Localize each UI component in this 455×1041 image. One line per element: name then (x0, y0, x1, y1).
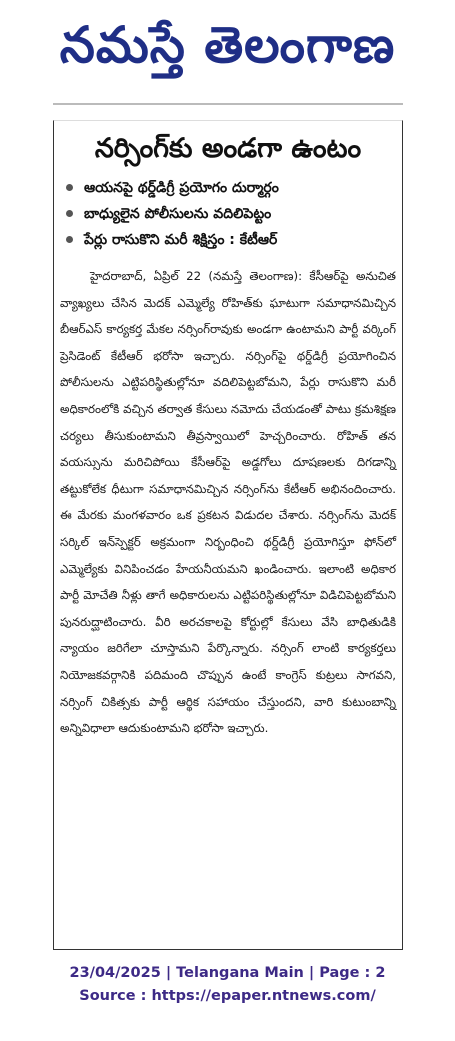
article-body: హైదరాబాద్, ఏప్రిల్ 22 (నమస్తే తెలంగాణ): కేసీఆర్‌పై అనుచిత వ్యాఖ్యలు చేసిన మెదక్ ఎమ్మెల్యే రోహిత్‌కు ఘాటుగా సమాధానమిచ్చిన బీఆర్‌ఎస్ కార్యకర్త మేకల నర్సింగ్‌రావుకు అండగా ఉంటామని పార్టీ వర్కింగ్ ప్రెసిడెంట్ కేటీఆర్ భరోసా ఇచ్చారు. నర్సింగ్‌పై థర్డ్‌డిగ్రీ ప్రయోగించిన పోలీసులను ఎట్టిపరిస్థితుల్లోనూ వదిలిపెట్టబోమని, పేర్లు రాసుకొని మరీ అధికారంలోకి వచ్చిన తర్వాత కేసులు నమోదు చేయడంతో పాటు క్రమశిక్షణ చర్యలు తీసుకుంటామని తీవ్రస్వాయిలో హెచ్చరించారు. రోహిత్ తన వయస్సును మరిచిపోయి కేసీఆర్‌పై అడ్డగోలు దూషణలకు దిగడాన్ని తట్టుకోలేక ధీటుగా సమాధానమిచ్చిన నర్సింగ్‌ను కేటీఆర్ అభినందించారు. ఈ మేరకు మంగళవారం ఒక ప్రకటన విడుదల చేశారు. నర్సింగ్‌ను మెదక్ సర్కిల్ ఇన్‌స్పెక్టర్ అక్రమంగా నిర్బంధించి థర్డ్‌డిగ్రీ ప్రయోగిస్తూ ఫోన్‌లో ఎమ్మెల్యేకు వినిపించడం హేయనీయమని ఖండించారు. ఇలాంటి అధికార పార్టీ మోచేతి నీళ్లు తాగే అధికారులను ఎట్టిపరిస్థితుల్లోనూ విడిచిపెట్టబోమని పునరుద్ఘాటించారు. వీరి అరచకాలపై కోర్టుల్లో కేసులు వేసి బాధితుడికి న్యాయం జరిగేలా చూస్తామని పేర్కొన్నారు. నర్సింగ్ లాంటి కార్యకర్తలు నియోజకవర్గానికి పదిమంది చొప్పున ఉంటే కాంగ్రెస్ కుట్రలు సాగవని, నర్సింగ్ చికిత్సకు పార్టీ ఆర్థిక సహాయం చేస్తుందని, వారి కుటుంబాన్ని అన్నివిధాలా ఆదుకుంటామని భరోసా ఇచ్చారు. (60, 269, 396, 736)
highlight-item (64, 227, 402, 253)
footer-source-link[interactable]: Source : https://epaper.ntnews.com/ (79, 988, 376, 1004)
highlight-item (64, 201, 402, 227)
highlight-text: ఆయనపై థర్డ్‌డిగ్రీ ప్రయోగం దుర్మార్గం (84, 180, 279, 196)
masthead-divider (53, 103, 403, 105)
footer-edition-info: 23/04/2025 | Telangana Main | Page : 2 (69, 965, 386, 981)
highlight-text: బాధ్యులైన పోలీసులను వదిలిపెట్టం (84, 206, 272, 222)
bullet-icon (66, 184, 73, 191)
highlight-item (64, 175, 402, 201)
bullet-icon (66, 210, 73, 217)
article-clip (53, 120, 403, 950)
bullet-icon (66, 236, 73, 243)
masthead-logo: నమస్తే తెలంగాణ (59, 15, 396, 74)
highlight-text: పేర్లు రాసుకొని మరీ శిక్షిస్తం : కేటీఆర్ (84, 232, 278, 248)
article-highlights (54, 175, 402, 253)
article-headline: నర్సింగ్‌కు అండగా ఉంటం (94, 133, 362, 164)
